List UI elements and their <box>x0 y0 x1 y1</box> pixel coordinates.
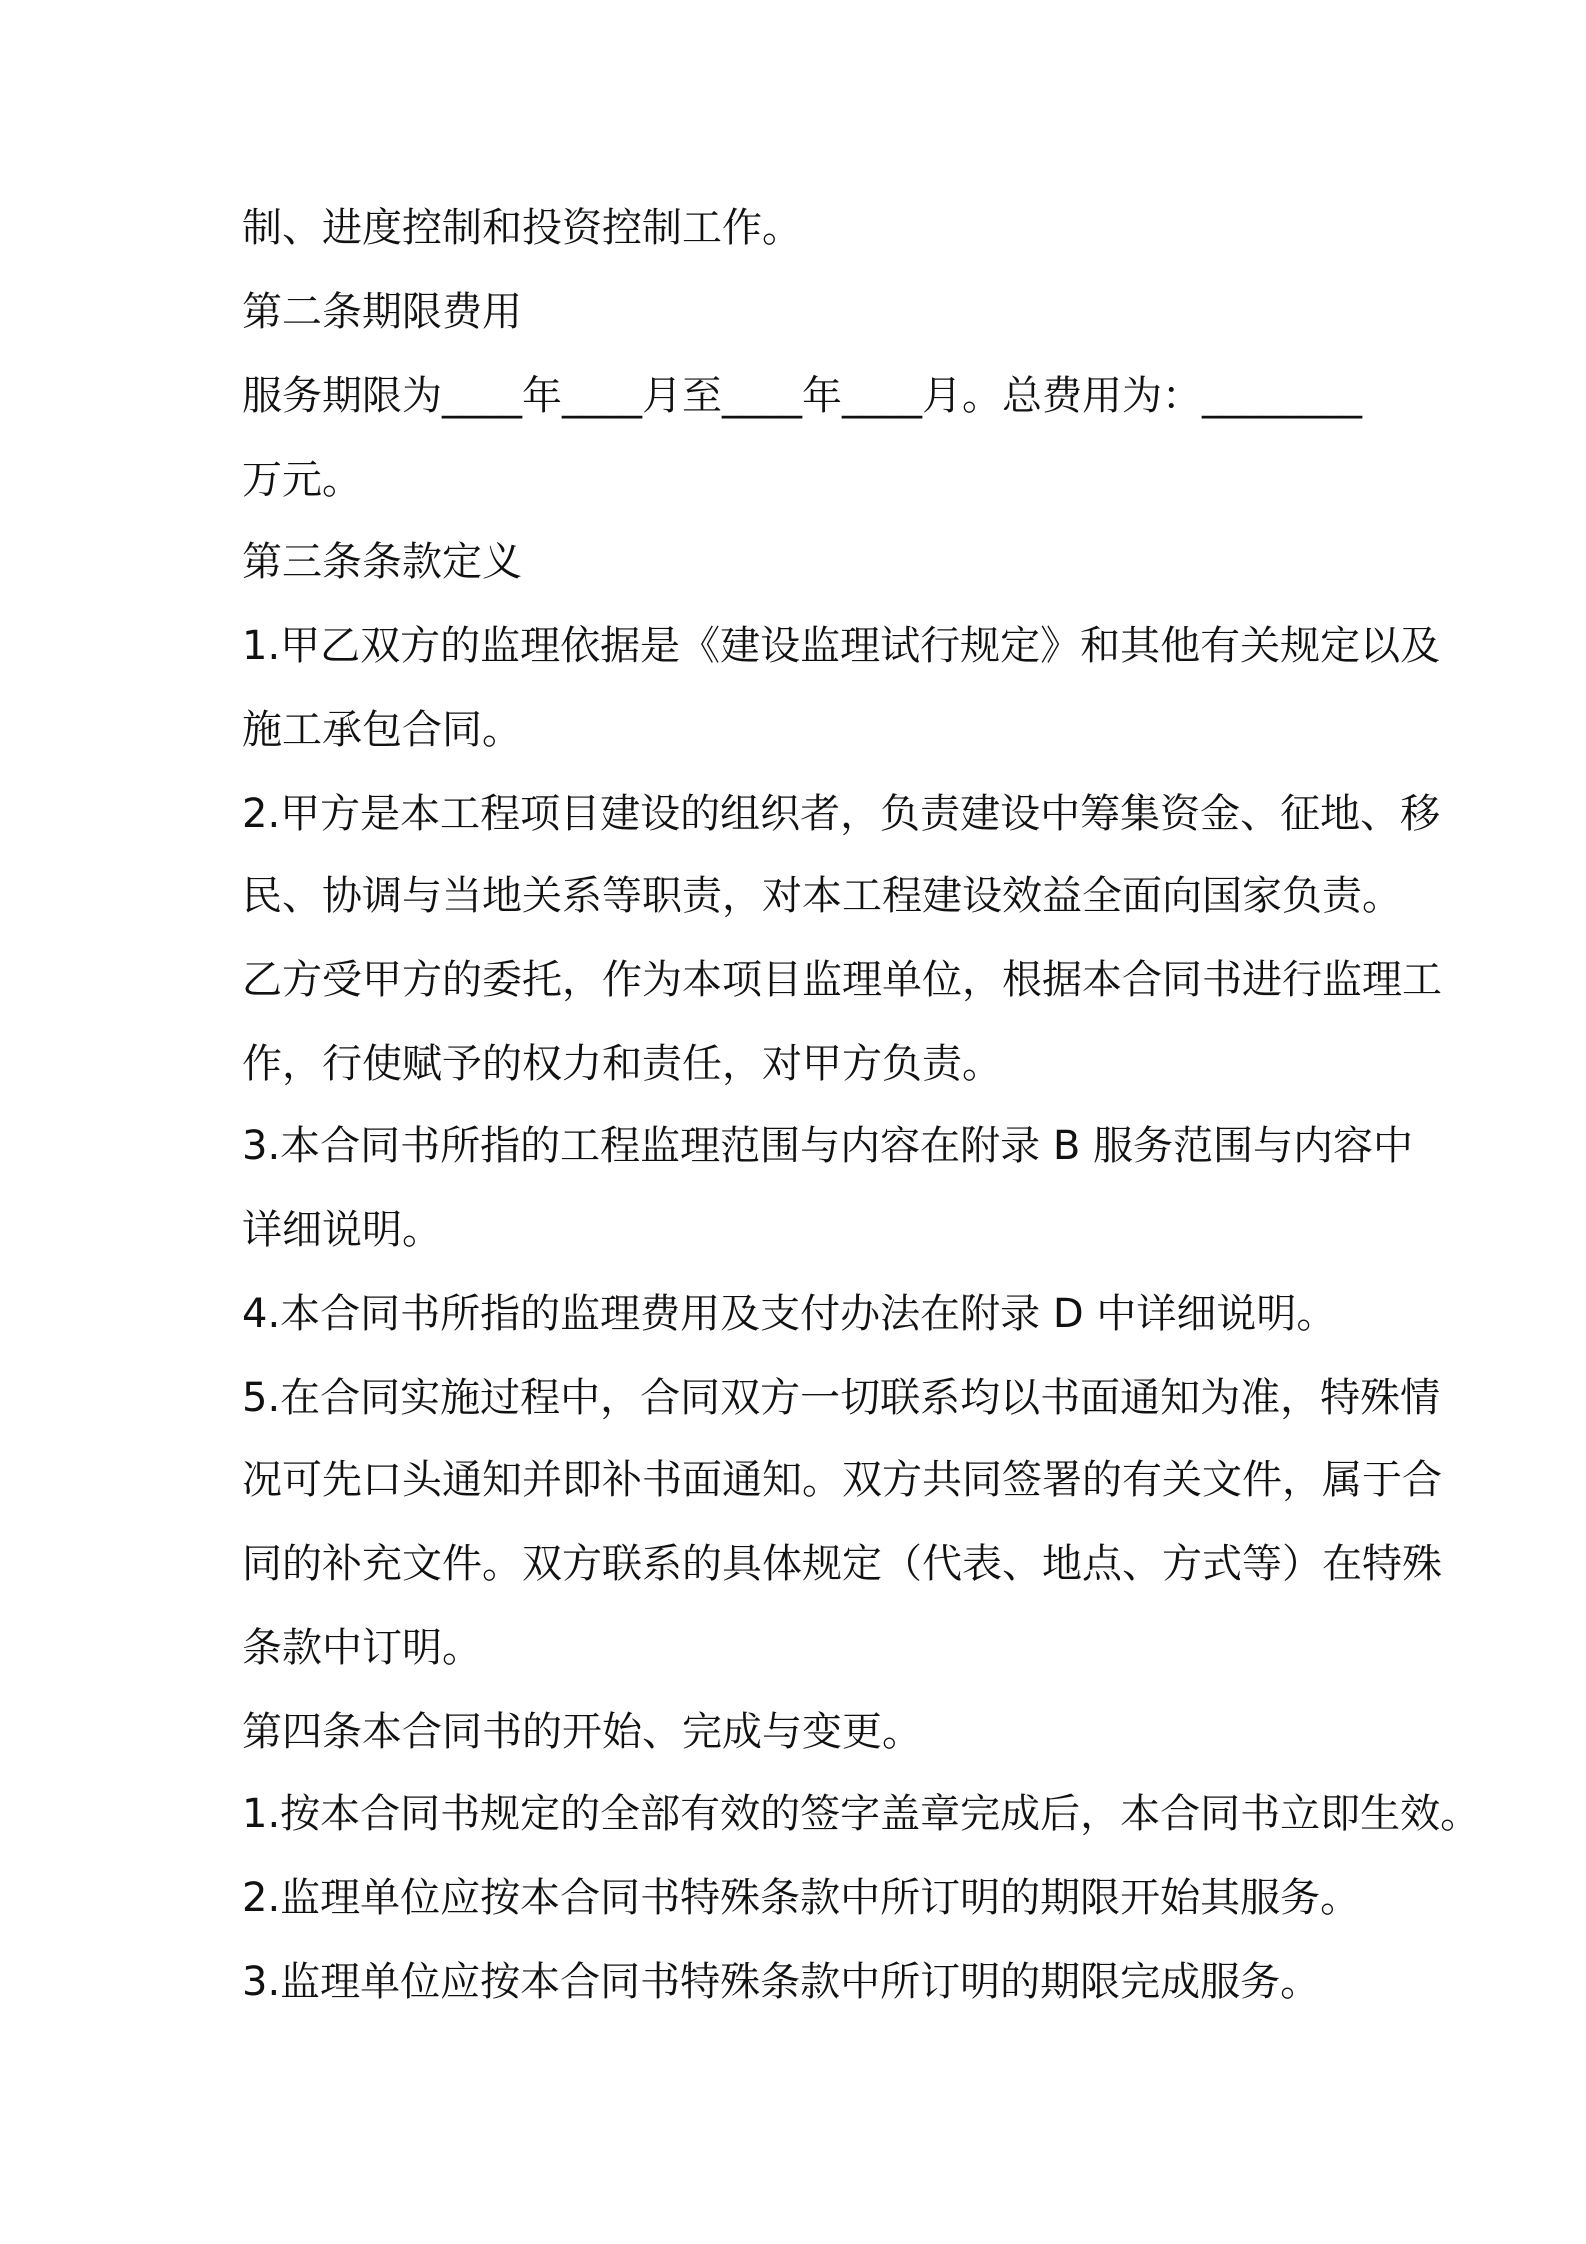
text-line: 制、进度控制和投资控制工作。 <box>242 205 802 251</box>
text-line: 2.监理单位应按本合同书特殊条款中所订明的期限开始其服务。 <box>242 1875 1361 1921</box>
text-line: 服务期限为____年____月至____年____月。总费用为：________ <box>242 373 1362 419</box>
text-line: 万元。 <box>242 457 362 503</box>
text-line: 1.甲乙双方的监理依据是《建设监理试行规定》和其他有关规定以及 <box>242 623 1441 669</box>
text-line: 施工承包合同。 <box>242 707 522 753</box>
text-line: 详细说明。 <box>242 1207 442 1253</box>
text-line: 民、协调与当地关系等职责，对本工程建设效益全面向国家负责。 <box>242 873 1402 919</box>
text-line: 况可先口头通知并即补书面通知。双方共同签署的有关文件，属于合 <box>242 1457 1442 1503</box>
text-line: 作，行使赋予的权力和责任，对甲方负责。 <box>242 1041 1002 1087</box>
text-line: 4.本合同书所指的监理费用及支付办法在附录 D 中详细说明。 <box>242 1291 1337 1337</box>
text-line: 乙方受甲方的委托，作为本项目监理单位，根据本合同书进行监理工 <box>242 957 1442 1003</box>
text-line: 同的补充文件。双方联系的具体规定（代表、地点、方式等）在特殊 <box>242 1541 1442 1587</box>
text-line: 2.甲方是本工程项目建设的组织者，负责建设中筹集资金、征地、移 <box>242 791 1441 837</box>
section-heading: 第二条期限费用 <box>242 289 522 335</box>
text-line: 3.本合同书所指的工程监理范围与内容在附录 B 服务范围与内容中 <box>242 1123 1414 1169</box>
text-line: 5.在合同实施过程中，合同双方一切联系均以书面通知为准，特殊情 <box>242 1375 1441 1421</box>
section-heading: 第四条本合同书的开始、完成与变更。 <box>242 1709 922 1755</box>
section-heading: 第三条条款定义 <box>242 539 522 585</box>
text-line: 3.监理单位应按本合同书特殊条款中所订明的期限完成服务。 <box>242 1959 1321 2005</box>
text-line: 条款中订明。 <box>242 1625 482 1671</box>
text-line: 1.按本合同书规定的全部有效的签字盖章完成后，本合同书立即生效。 <box>242 1791 1481 1837</box>
